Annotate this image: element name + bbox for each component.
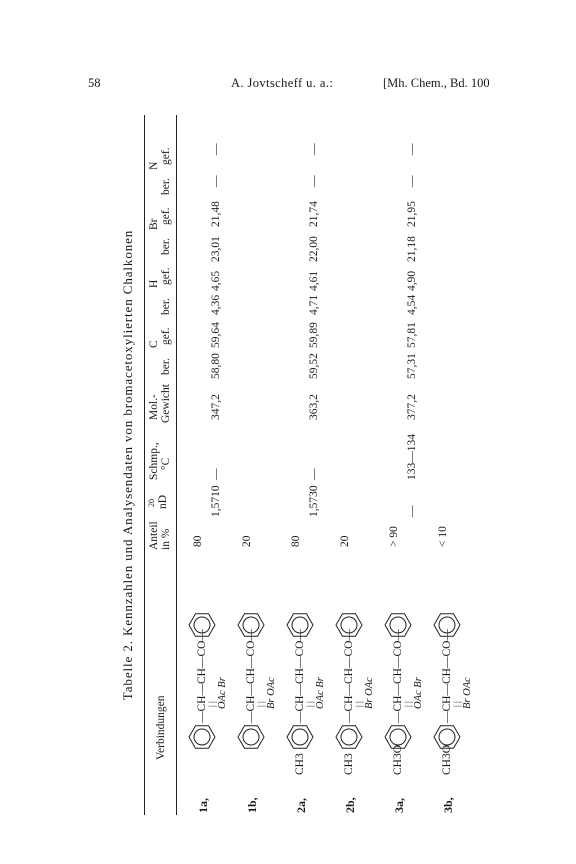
substituents: Br OAc	[364, 677, 375, 709]
header-nd-2: nD	[157, 494, 169, 509]
bond-marks: | |	[403, 701, 413, 707]
anteil-value: 20	[339, 535, 351, 547]
chain-formula: —CH—CH—CO—	[245, 629, 257, 723]
header-br: Br	[148, 218, 160, 230]
header-anteil-1: Anteil	[148, 521, 160, 550]
anteil-value: 20	[241, 535, 253, 547]
header-schmp-1: Schmp.,	[148, 442, 160, 480]
header-br-gef: gef.	[160, 207, 172, 225]
br-ber-value: 22,00	[308, 236, 320, 262]
compound-label: 2b,	[343, 797, 357, 813]
table-top-rule	[144, 115, 145, 815]
benzene-ring-icon	[187, 722, 217, 752]
n-gef-value: —	[210, 143, 222, 155]
header-nd-1: 20	[147, 499, 156, 507]
h-gef-value: 4,61	[308, 270, 320, 291]
benzene-ring-icon	[236, 722, 266, 752]
header-mol-1: Mol.-	[148, 394, 160, 420]
chain-formula: —CH—CH—CO—	[294, 629, 306, 723]
compound-label: 3b,	[441, 797, 455, 813]
benzene-ring-icon	[334, 722, 364, 752]
br-ber-value: 23,01	[210, 236, 222, 262]
substituent-label: CH3O	[392, 744, 404, 775]
bond-marks: | |	[256, 701, 266, 707]
compound-label: 1a,	[196, 798, 210, 813]
bond-marks: | |	[207, 701, 217, 707]
anteil-value: 80	[290, 535, 302, 547]
benzene-ring-icon	[236, 610, 266, 640]
header-verbindungen: Verbindungen	[155, 695, 167, 760]
header-c: C	[148, 340, 160, 348]
benzene-ring-icon	[334, 610, 364, 640]
substituent-label: CH3	[343, 753, 355, 775]
c-gef-value: 57,81	[406, 322, 418, 348]
mol-weight-value: 377,2	[406, 394, 418, 420]
br-gef-value: 21,48	[210, 201, 222, 227]
benzene-ring-icon	[285, 610, 315, 640]
benzene-ring-icon	[383, 722, 413, 752]
substituent-label: CH3O	[441, 744, 453, 775]
bond-marks: | |	[305, 701, 315, 707]
substituents: OAc Br	[315, 677, 326, 709]
header-h: H	[148, 279, 160, 288]
header-anteil-2: in %	[160, 528, 172, 550]
compound-label: 2a,	[294, 798, 308, 813]
schmp-value: —	[308, 468, 320, 480]
substituents: Br OAc	[266, 677, 277, 709]
mol-weight-value: 347,2	[210, 394, 222, 420]
header-schmp-2: °C	[160, 457, 172, 470]
anteil-value: > 90	[388, 526, 400, 547]
h-ber-value: 4,36	[210, 294, 222, 315]
mol-weight-value: 363,2	[308, 394, 320, 420]
benzene-ring-icon	[383, 610, 413, 640]
c-gef-value: 59,89	[308, 322, 320, 348]
header-n-ber: ber.	[160, 178, 172, 195]
benzene-ring-icon	[432, 610, 462, 640]
header-n-gef: gef.	[160, 147, 172, 165]
c-ber-value: 58,80	[210, 353, 222, 379]
h-gef-value: 4,65	[210, 270, 222, 291]
page-number: 58	[88, 76, 101, 90]
running-header	[0, 76, 576, 96]
table-header-rule	[176, 115, 177, 815]
chain-formula: —CH—CH—CO—	[441, 629, 453, 723]
header-n: N	[148, 161, 160, 170]
substituents: Br OAc	[462, 677, 473, 709]
anteil-value: < 10	[437, 526, 449, 547]
nd-value: 1,5730	[308, 485, 320, 517]
n-gef-value: —	[308, 143, 320, 155]
substituents: OAc Br	[413, 677, 424, 709]
header-c-gef: gef.	[160, 327, 172, 345]
benzene-ring-icon	[432, 722, 462, 752]
header-br-ber: ber.	[160, 238, 172, 255]
header-h-ber: ber.	[160, 298, 172, 315]
header-h-gef: gef.	[160, 267, 172, 285]
benzene-ring-icon	[285, 722, 315, 752]
chain-formula: —CH—CH—CO—	[392, 629, 404, 723]
running-authors: A. Jovtscheff u. a.:	[231, 76, 334, 90]
anteil-value: 80	[192, 535, 204, 547]
substituents: OAc Br	[217, 677, 228, 709]
rotated-table	[120, 115, 500, 815]
header-c-ber: ber.	[160, 358, 172, 375]
benzene-ring-icon	[187, 610, 217, 640]
nd-value: —	[406, 505, 418, 517]
header-mol-2: Gewicht	[160, 384, 172, 423]
n-ber-value: —	[406, 175, 418, 187]
schmp-value: 133—134	[406, 434, 418, 480]
c-ber-value: 57,31	[406, 353, 418, 379]
c-gef-value: 59,64	[210, 322, 222, 348]
substituent-label: CH3	[294, 753, 306, 775]
table-caption: Tabelle 2. Kennzahlen und Analysendaten von bromacetoxylierten Chalkonen	[120, 229, 135, 701]
running-journal: [Mh. Chem., Bd. 100	[383, 76, 490, 90]
h-ber-value: 4,54	[406, 294, 418, 315]
bond-marks: | |	[354, 701, 364, 707]
chain-formula: —CH—CH—CO—	[196, 629, 208, 723]
compound-label: 3a,	[392, 798, 406, 813]
h-gef-value: 4,90	[406, 270, 418, 291]
chain-formula: —CH—CH—CO—	[343, 629, 355, 723]
h-ber-value: 4,71	[308, 294, 320, 315]
n-ber-value: —	[210, 175, 222, 187]
br-gef-value: 21,95	[406, 201, 418, 227]
nd-value: 1,5710	[210, 485, 222, 517]
n-gef-value: —	[406, 143, 418, 155]
c-ber-value: 59,52	[308, 353, 320, 379]
br-ber-value: 21,18	[406, 236, 418, 262]
compound-label: 1b,	[245, 797, 259, 813]
schmp-value: —	[210, 468, 222, 480]
bond-marks: | |	[452, 701, 462, 707]
n-ber-value: —	[308, 175, 320, 187]
br-gef-value: 21,74	[308, 201, 320, 227]
